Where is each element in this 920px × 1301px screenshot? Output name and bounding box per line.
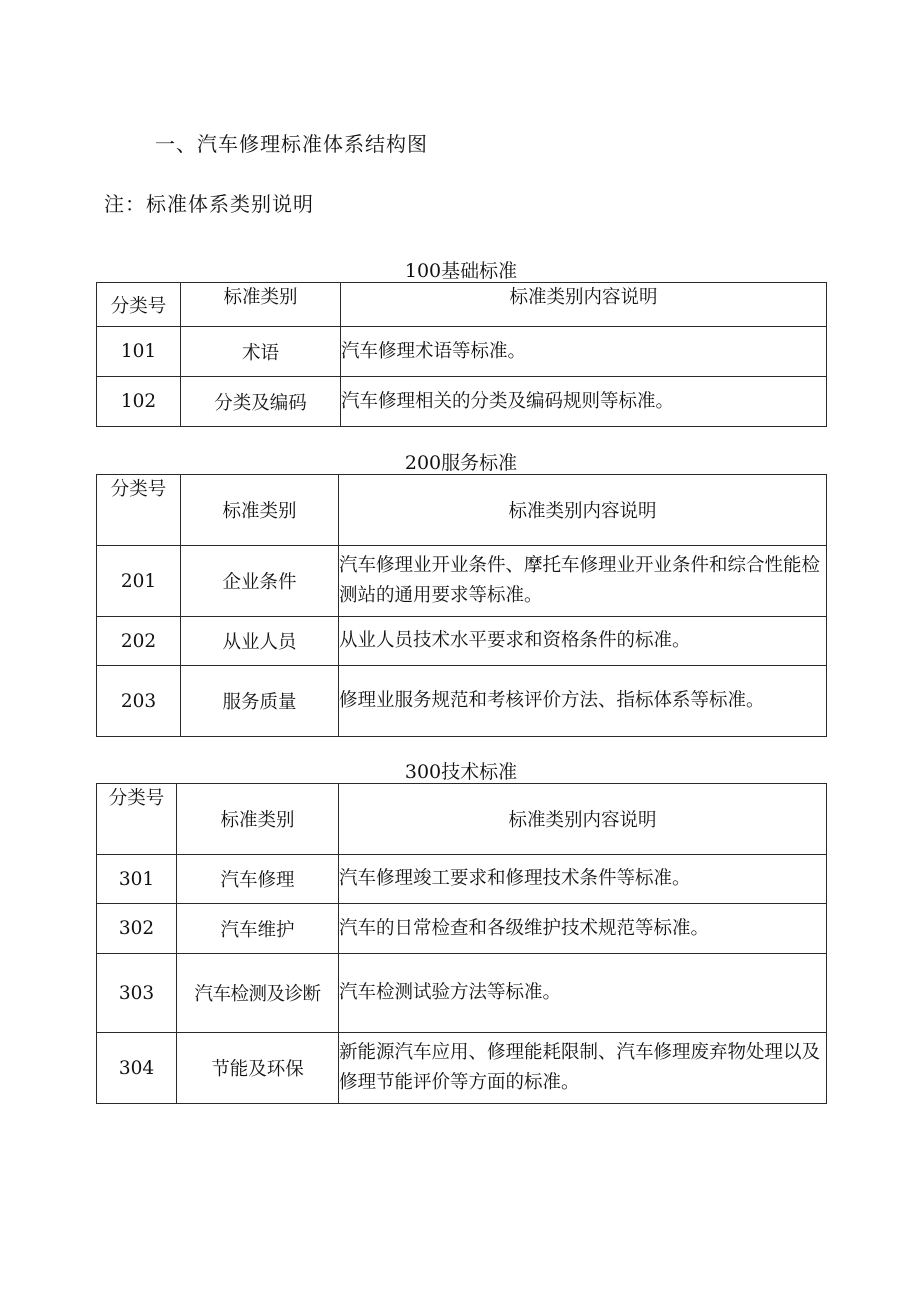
table-row: [97, 617, 827, 666]
row-code: 302: [97, 904, 177, 954]
table-caption-200: 200服务标准: [404, 452, 518, 474]
table-header-row: [97, 283, 827, 327]
row-code: 203: [97, 666, 181, 737]
header-category: 标准类别: [181, 475, 339, 546]
page-heading: 一、汽车修理标准体系结构图: [155, 132, 428, 156]
row-description: 从业人员技术水平要求和资格条件的标准。: [339, 617, 827, 666]
header-category: 标准类别: [181, 283, 341, 327]
table-100-basic-standards: [96, 282, 827, 427]
table-row: [97, 546, 827, 617]
table-row: [97, 904, 827, 954]
row-category: 服务质量: [181, 666, 339, 737]
note-text: 注：标准体系类别说明: [104, 192, 314, 216]
table-row: [97, 377, 827, 427]
table-caption-100: 100基础标准: [404, 260, 518, 282]
table-row: [97, 1033, 827, 1104]
table-200-service-standards: [96, 474, 827, 737]
row-description: 新能源汽车应用、修理能耗限制、汽车修理废弃物处理以及修理节能评价等方面的标准。: [339, 1033, 827, 1104]
header-description: 标准类别内容说明: [339, 784, 827, 855]
row-code: 202: [97, 617, 181, 666]
row-category: 分类及编码: [181, 377, 341, 427]
table-row: [97, 666, 827, 737]
header-code: 分类号: [97, 475, 181, 546]
row-category: 节能及环保: [177, 1033, 339, 1104]
table-header-row: [97, 784, 827, 855]
row-code: 304: [97, 1033, 177, 1104]
row-description: 汽车检测试验方法等标准。: [339, 954, 827, 1033]
row-category: 术语: [181, 327, 341, 377]
header-description: 标准类别内容说明: [339, 475, 827, 546]
row-category: 汽车维护: [177, 904, 339, 954]
row-description: 汽车修理竣工要求和修理技术条件等标准。: [339, 855, 827, 904]
table-row: [97, 954, 827, 1033]
row-description: 汽车修理业开业条件、摩托车修理业开业条件和综合性能检测站的通用要求等标准。: [339, 546, 827, 617]
row-description: 汽车修理术语等标准。: [341, 327, 827, 377]
row-code: 303: [97, 954, 177, 1033]
row-description: 汽车修理相关的分类及编码规则等标准。: [341, 377, 827, 427]
header-code: 分类号: [97, 784, 177, 855]
header-code: 分类号: [97, 283, 181, 327]
table-header-row: [97, 475, 827, 546]
header-description: 标准类别内容说明: [341, 283, 827, 327]
row-code: 101: [97, 327, 181, 377]
row-category: 汽车修理: [177, 855, 339, 904]
table-row: [97, 327, 827, 377]
row-code: 201: [97, 546, 181, 617]
table-row: [97, 855, 827, 904]
table-300-technical-standards: [96, 783, 827, 1104]
row-description: 修理业服务规范和考核评价方法、指标体系等标准。: [339, 666, 827, 737]
row-category: 企业条件: [181, 546, 339, 617]
row-category: 从业人员: [181, 617, 339, 666]
row-code: 301: [97, 855, 177, 904]
table-caption-300: 300技术标准: [404, 761, 518, 783]
row-description: 汽车的日常检查和各级维护技术规范等标准。: [339, 904, 827, 954]
row-code: 102: [97, 377, 181, 427]
header-category: 标准类别: [177, 784, 339, 855]
row-category: 汽车检测及诊断: [177, 954, 339, 1033]
